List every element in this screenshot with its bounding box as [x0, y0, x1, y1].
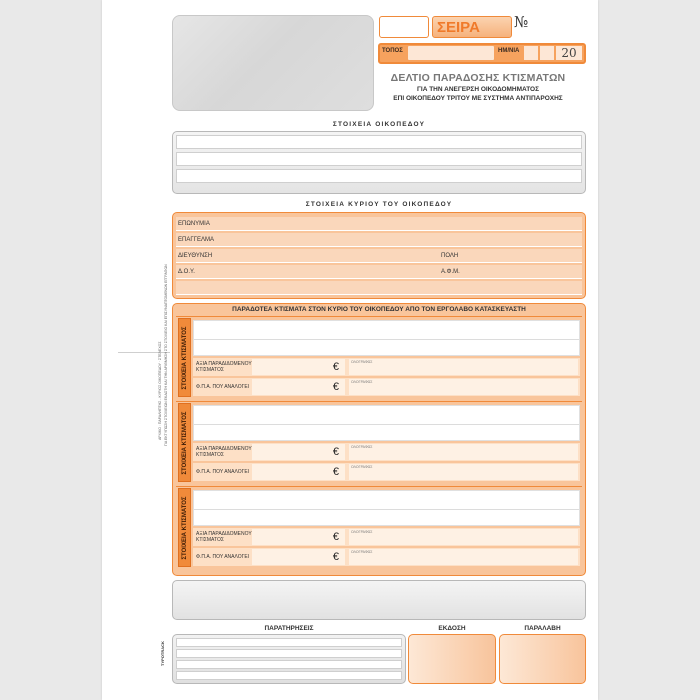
building-value-row	[193, 358, 580, 376]
euro-sign: €	[332, 361, 339, 373]
building-description-field[interactable]	[193, 490, 580, 526]
euro-sign: €	[332, 531, 339, 543]
date-label: ΗΜ/ΝΙΑ	[498, 48, 520, 54]
margin-copy-note: ΑΡΧΙΚΟ : ΠΑΡΑΛΗΠΤΗΣ - ΚΥΡΙΟΣ ΟΙΚΟΠΕΔΟΥ · ΣΤΕΛΕΧΟΣ	[158, 341, 162, 440]
form-sheet	[102, 0, 598, 700]
building-value-field[interactable]	[252, 444, 345, 460]
delivered-heading: ΠΑΡΑΔΟΤΕΑ ΚΤΙΣΜΑΤΑ ΣΤΟΝ ΚΥΡΙΟ ΤΟΥ ΟΙΚΟΠΕΔΟΥ ΑΠΟ ΤΟΝ ΕΡΓΟΛΑΒΟ ΚΑΤΑΣΚΕΥΑΣΤΗ	[232, 306, 526, 313]
vat-value-field[interactable]	[252, 379, 345, 395]
fold-mark	[118, 352, 170, 353]
document-title: ΔΕΛΤΙΟ ΠΑΡΑΔΟΣΗΣ ΚΤΙΣΜΑΤΩΝ	[390, 72, 566, 84]
building-value-words-field[interactable]	[349, 529, 578, 545]
owner-tax-office-label: Δ.Ο.Υ.	[178, 269, 195, 275]
plot-line-2[interactable]	[176, 152, 582, 166]
vat-label: Φ.Π.Α. ΠΟΥ ΑΝΑΛΟΓΕΙ	[196, 469, 250, 475]
building-value-label: ΑΞΙΑ ΠΑΡΑΔΙΔΟΜΕΝΟΥ ΚΤΙΣΜΑΤΟΣ	[196, 446, 252, 458]
building-side-label: ΣΤΟΙΧΕΙΑ ΚΤΙΣΜΑΤΟΣ	[181, 325, 188, 390]
series-prefix-box[interactable]	[379, 16, 429, 38]
notes-box[interactable]	[172, 580, 586, 620]
owner-details-box	[172, 212, 586, 299]
document-subtitle-2: ΕΠΙ ΟΙΚΟΠΕΔΟΥ ΤΡΙΤΟΥ ΜΕ ΣΥΣΤΗΜΑ ΑΝΤΙΠΑΡΟΧΗΣ	[393, 95, 563, 102]
building-value-row	[193, 528, 580, 546]
plot-heading: ΣΤΟΙΧΕΙΑ ΟΙΚΟΠΕΔΟΥ	[332, 121, 426, 128]
building-value-field[interactable]	[252, 359, 345, 375]
building-side-tab	[178, 403, 191, 482]
building-description-field[interactable]	[193, 320, 580, 356]
receiver-signature-box[interactable]	[499, 634, 586, 684]
vat-words-field[interactable]	[349, 549, 578, 565]
owner-address-label: ΔΙΕΥΘΥΝΣΗ	[178, 253, 213, 259]
owner-vat-number-label: Α.Φ.Μ.	[441, 269, 460, 275]
remarks-line-1[interactable]	[176, 638, 402, 647]
issuer-label: ΕΚΔΟΣΗ	[438, 625, 466, 632]
owner-city-label: ΠΟΛΗ	[441, 253, 459, 259]
words-label: ΟΛΟΓΡΑΦΩΣ	[351, 465, 373, 469]
vat-label: Φ.Π.Α. ΠΟΥ ΑΝΑΛΟΓΕΙ	[196, 554, 250, 560]
remarks-line-3[interactable]	[176, 660, 402, 669]
vat-words-field[interactable]	[349, 379, 578, 395]
vat-row	[193, 378, 580, 396]
remarks-line-4[interactable]	[176, 671, 402, 680]
owner-name-row[interactable]	[176, 217, 582, 231]
building-value-words-field[interactable]	[349, 444, 578, 460]
euro-sign: €	[332, 446, 339, 458]
words-label: ΟΛΟΓΡΑΦΩΣ	[351, 550, 373, 554]
words-label: ΟΛΟΓΡΑΦΩΣ	[351, 445, 373, 449]
owner-tax-row[interactable]	[176, 265, 582, 279]
date-day-field[interactable]	[524, 46, 538, 60]
building-block-1	[176, 316, 582, 397]
vat-row	[193, 463, 580, 481]
margin-print-note: ΓΙΑ ΕΚΤΥΠΩΣΗ ΣΤΟΙΧΕΙΩΝ ΕΚΔΟΤΗ ΚΑΙ ΤΗΝ ΑΡΙΘΜΗΣΗ ΣΤΟ ΣΤΟΙΧΕΙΟ ΚΑΙ ΕΠΙΣΥΝΑΠΤΟΜΕΝΩΝ ΕΓΓΡΑΦΩΝ	[164, 264, 168, 446]
remarks-label: ΠΑΡΑΤΗΡΗΣΕΙΣ	[264, 625, 314, 632]
euro-sign: €	[332, 551, 339, 563]
owner-profession-label: ΕΠΑΓΓΕΛΜΑ	[178, 237, 214, 243]
printer-logo: TYPOTRACK	[160, 641, 165, 666]
receiver-label: ΠΑΡΑΛΑΒΗ	[524, 625, 561, 632]
number-symbol: №	[514, 13, 529, 31]
delivered-buildings-box	[172, 303, 586, 576]
remarks-line-2[interactable]	[176, 649, 402, 658]
issuer-signature-box[interactable]	[408, 634, 496, 684]
building-description-field[interactable]	[193, 405, 580, 441]
words-label: ΟΛΟΓΡΑΦΩΣ	[351, 360, 373, 364]
building-block-3	[176, 486, 582, 567]
remarks-field[interactable]	[172, 634, 406, 684]
plot-line-1[interactable]	[176, 135, 582, 149]
owner-heading: ΣΤΟΙΧΕΙΑ ΚΥΡΙΟΥ ΤΟΥ ΟΙΚΟΠΕΔΟΥ	[305, 201, 453, 208]
building-value-label: ΑΞΙΑ ΠΑΡΑΔΙΔΟΜΕΝΟΥ ΚΤΙΣΜΑΤΟΣ	[196, 361, 252, 373]
vat-words-field[interactable]	[349, 464, 578, 480]
date-month-field[interactable]	[540, 46, 554, 60]
building-value-words-field[interactable]	[349, 359, 578, 375]
building-side-tab	[178, 488, 191, 567]
series-label: ΣΕΙΡΑ	[437, 18, 480, 36]
owner-address-row[interactable]	[176, 249, 582, 263]
owner-name-label: ΕΠΩΝΥΜΙΑ	[178, 221, 210, 227]
words-label: ΟΛΟΓΡΑΦΩΣ	[351, 530, 373, 534]
series-field[interactable]	[432, 16, 512, 38]
euro-sign: €	[332, 381, 339, 393]
plot-line-3[interactable]	[176, 169, 582, 183]
euro-sign: €	[332, 466, 339, 478]
building-block-2	[176, 401, 582, 482]
owner-profession-row[interactable]	[176, 233, 582, 247]
plot-details-box	[172, 131, 586, 194]
issuer-stamp-area	[172, 15, 374, 111]
building-value-field[interactable]	[252, 529, 345, 545]
date-year-field[interactable]: 20	[556, 46, 582, 60]
building-side-tab	[178, 318, 191, 397]
words-label: ΟΛΟΓΡΑΦΩΣ	[351, 380, 373, 384]
vat-label: Φ.Π.Α. ΠΟΥ ΑΝΑΛΟΓΕΙ	[196, 384, 250, 390]
vat-value-field[interactable]	[252, 464, 345, 480]
building-value-label: ΑΞΙΑ ΠΑΡΑΔΙΔΟΜΕΝΟΥ ΚΤΙΣΜΑΤΟΣ	[196, 531, 252, 543]
place-field[interactable]	[408, 46, 494, 60]
owner-extra-row[interactable]	[176, 281, 582, 295]
vat-value-field[interactable]	[252, 549, 345, 565]
place-label: ΤΟΠΟΣ	[382, 48, 403, 54]
building-value-row	[193, 443, 580, 461]
building-side-label: ΣΤΟΙΧΕΙΑ ΚΤΙΣΜΑΤΟΣ	[181, 410, 188, 475]
document-subtitle-1: ΓΙΑ ΤΗΝ ΑΝΕΓΕΡΣΗ ΟΙΚΟΔΟΜΗΜΑΤΟΣ	[416, 86, 540, 93]
building-side-label: ΣΤΟΙΧΕΙΑ ΚΤΙΣΜΑΤΟΣ	[181, 495, 188, 560]
vat-row	[193, 548, 580, 566]
